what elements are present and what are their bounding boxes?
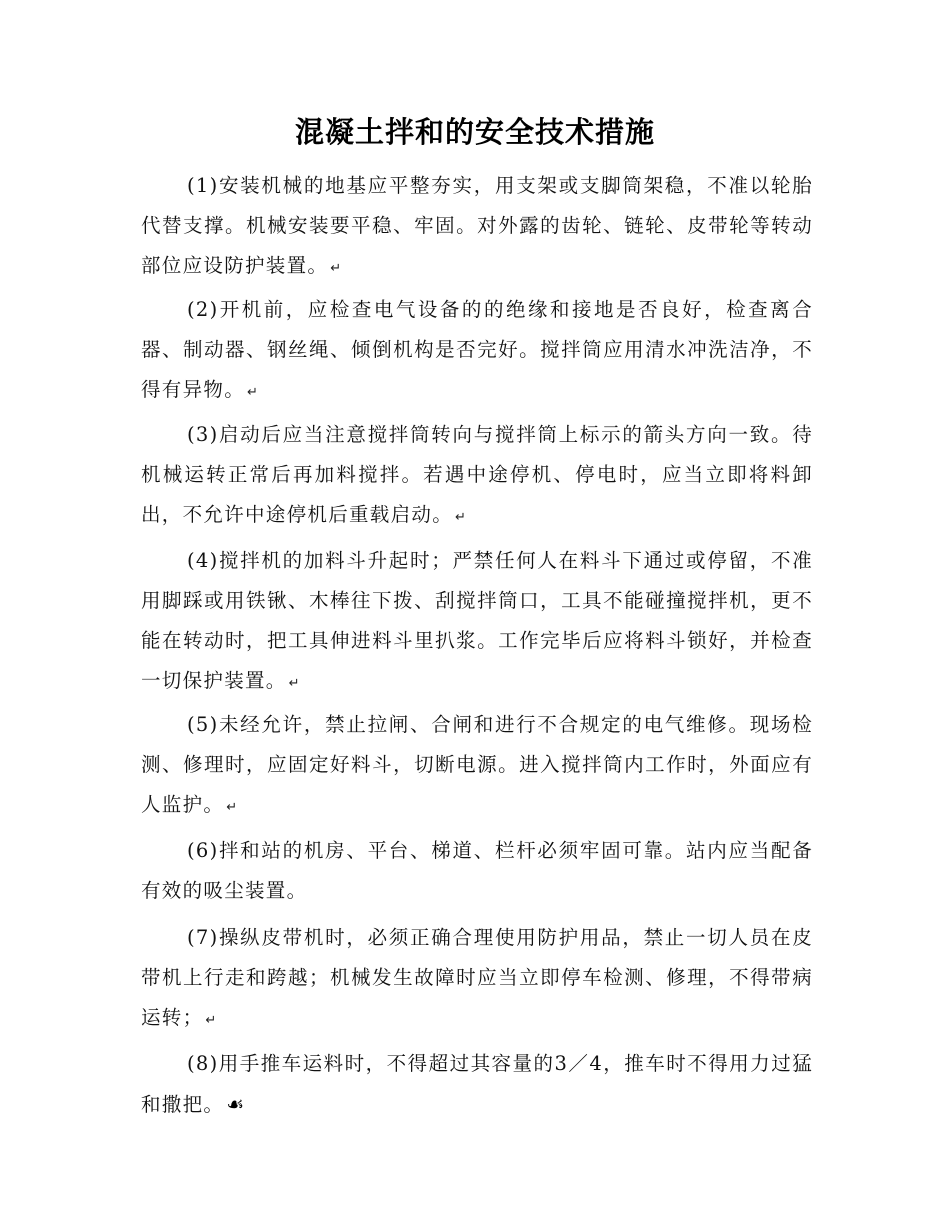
paragraph-text: (2)开机前，应检查电气设备的的绝缘和接地是否良好，检查离合器、制动器、钢丝绳、倾倒机构是否完好。搅拌筒应用清水冲洗洁净，不得有异物。 [141,298,813,401]
paragraph-2 [141,290,813,413]
paragraph-text: (3)启动后应当注意搅拌筒转向与搅拌筒上标示的箭头方向一致。待机械运转正常后再加料搅拌。若遇中途停机、停电时，应当立即将料卸出，不允许中途停机后重载启动。 [141,423,813,526]
paragraph-mark-icon: ↵ [226,800,238,815]
paragraph-mark-icon: ↵ [288,676,300,691]
paragraph-mark-icon: ↵ [455,510,466,525]
paragraph-text: (6)拌和站的机房、平台、梯道、栏杆必须牢固可靠。站内应当配备有效的吸尘装置。 [141,839,813,902]
paragraph-3 [141,415,813,538]
paragraph-5 [141,705,813,828]
paragraph-4 [141,541,813,704]
paragraph-text: (8)用手推车运料时，不得超过其容量的3／4，推车时不得用力过猛和撒把。 [141,1052,813,1116]
paragraph-7 [141,918,813,1041]
paragraph-text: (7)操纵皮带机时，必须正确合理使用防护用品，禁止一切人员在皮带机上行走和跨越；机械发生故障时应当立即停车检测、修理，不得带病运转； [141,926,813,1029]
paragraph-mark-icon: ↵ [247,385,258,400]
paragraph-6 [141,831,813,911]
paragraph-1 [141,166,813,289]
paragraph-text: (5)未经允许，禁止拉闸、合闸和进行不合规定的电气维修。现场检测、修理时，应固定好料斗，切断电源。进入搅拌筒内工作时，外面应有人监护。 [141,713,813,816]
paragraph-mark-icon: ↵ [330,261,342,276]
paragraph-text: (4)搅拌机的加料斗升起时；严禁任何人在料斗下通过或停留，不准用脚踩或用铁锹、木棒往下拨、刮搅拌筒口，工具不能碰撞搅拌机，更不能在转动时，把工具伸进料斗里扒浆。工作完毕后应将料斗锁好，并检查一切保护装置。 [141,549,813,692]
paragraph-mark-icon: ↵ [205,1013,217,1028]
paragraph-8 [141,1044,813,1125]
paragraph-text: (1)安装机械的地基应平整夯实，用支架或支脚筒架稳，不准以轮胎代替支撑。机械安装要平稳、牢固。对外露的齿轮、链轮、皮带轮等转动部位应设防护装置。 [141,174,813,277]
end-flourish-icon: ☙ [226,1092,246,1116]
document-title: 混凝土拌和的安全技术措施 [294,115,655,149]
